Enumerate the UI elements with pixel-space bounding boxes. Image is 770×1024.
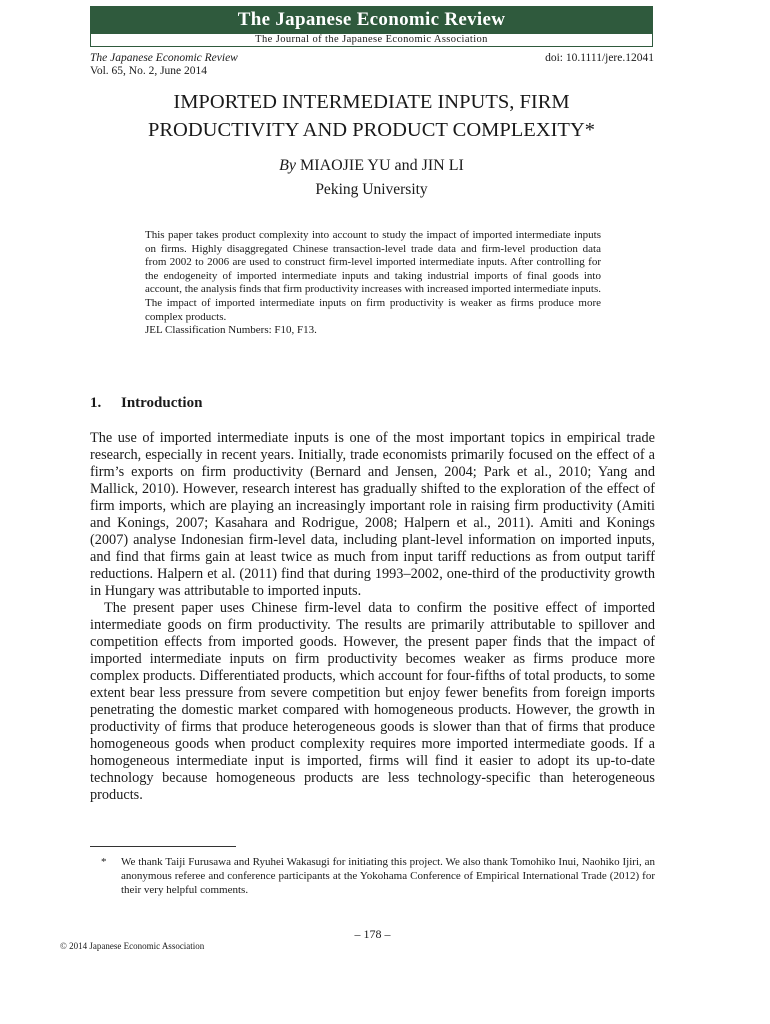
section-heading — [90, 395, 202, 412]
abstract — [145, 229, 601, 338]
footnote-mark: * — [101, 856, 107, 868]
footnote — [90, 855, 655, 897]
paragraph-2: The present paper uses Chinese firm-level data to confirm the positive effect of imported intermediate goods on firm productivity. The results are primarily attributable to spillover and competition effects from imported goods. However, the present paper finds that the impact of imported intermediate inputs on firm productivity becomes weaker as firms produce more complex products. Differentiated products, which account for four-fifths of total products, to some extent bear less pressure from severe competition but enjoy fewer benefits from foreign imports penetrating the domestic market compared with homogeneous products. However, the growth in productivity of firms that produce heterogeneous goods is slower than that of firms that produce homogeneous goods when product complexity requires more imported intermediate goods. If a homogeneous intermediate input is imported, firms will find it easier to adopt its up-to-date technology because homogeneous products are less technology-specific than heterogeneous products. — [90, 600, 655, 803]
by-label: By — [279, 157, 297, 174]
footnote-divider — [90, 846, 236, 847]
abstract-text: This paper takes product complexity into account to study the impact of imported intermediate inputs on firms. Highly disaggregated Chinese transaction-level trade data and firm-level production data from 2002 to 2006 are used to construct firm-level imported intermediate inputs. After controlling for the endogeneity of imported intermediate inputs and taking industrial imports of final goods into account, the analysis finds that firm productivity increases with increased imported intermediate inputs. The impact of imported intermediate inputs on firm productivity is weaker as firms produce more complex products. — [145, 229, 601, 323]
volume-issue: Vol. 65, No. 2, June 2014 — [90, 65, 208, 77]
doi-link[interactable]: doi: 10.1111/jere.12041 — [545, 52, 654, 64]
affiliation: Peking University — [315, 181, 428, 198]
body-text — [90, 430, 655, 804]
citation-block — [90, 52, 238, 78]
authors: MIAOJIE YU and JIN LI — [300, 157, 464, 174]
title-line-2: PRODUCTIVITY AND PRODUCT COMPLEXITY* — [147, 119, 596, 141]
jel-classification: JEL Classification Numbers: F10, F13. — [145, 324, 317, 337]
journal-subtitle: The Journal of the Japanese Economic Association — [90, 34, 653, 47]
section-title: Introduction — [121, 395, 203, 411]
byline — [90, 157, 653, 175]
page-number: – 178 – — [354, 927, 391, 941]
copyright: © 2014 Japanese Economic Association — [60, 941, 205, 951]
journal-banner: The Japanese Economic Review — [90, 6, 653, 34]
section-number: 1. — [90, 395, 102, 411]
paragraph-1: The use of imported intermediate inputs is one of the most important topics in empirical trade research, especially in recent years. Initially, trade economists primarily focused on the effect of a firm’s exports on firm productivity (Bernard and Jensen, 2004; Park et al., 2010; Yang and Mallick, 2010). However, research interest has gradually shifted to the exploration of the effect of firm imports, which are playing an increasingly important role in raising firm productivity (Amiti and Konings, 2007; Kasahara and Rodrigue, 2008; Halpern et al., 2011). Amiti and Konings (2007) analyse Indonesian firm-level data, including plant-level information on imported inputs, and find that firms gain at least twice as much from input tariff reductions as from output tariff reductions. Halpern et al. (2011) find that during 1993–2002, one-third of the productivity growth in Hungary was attributable to imported inputs. — [90, 430, 655, 599]
article-title — [90, 88, 653, 144]
journal-name: The Japanese Economic Review — [90, 52, 238, 64]
footnote-text: We thank Taiji Furusawa and Ryuhei Wakasugi for initiating this project. We also thank Tomohiko Inui, Naohiko Ijiri, an anonymous referee and conference participants at the Yokohama Conference of Empirical International Trade (2012) for their very helpful comments. — [121, 856, 655, 896]
title-line-1: IMPORTED INTERMEDIATE INPUTS, FIRM — [173, 91, 570, 113]
